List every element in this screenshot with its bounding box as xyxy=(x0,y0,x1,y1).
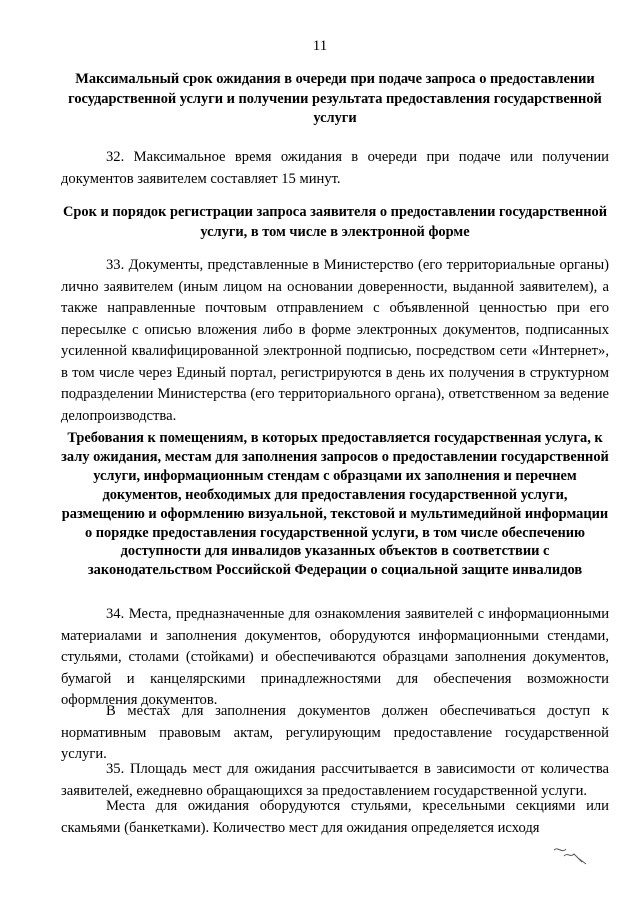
paragraph-35-continued: Места для ожидания оборудуются стульями, кресельными секциями или скамьями (банкетками). Количество мест для ожидания определяется исходя xyxy=(61,798,609,836)
paragraph-35: 35. Площадь мест для ожидания рассчитывается в зависимости от количества заявителей, ежедневно обращающихся за предоставлением государственной услуги. xyxy=(61,761,609,799)
section-heading-registration: Срок и порядок регистрации запроса заявителя о предоставлении государственной услуги, в том числе в электронной форме xyxy=(62,204,608,240)
page-number: 11 xyxy=(312,38,328,54)
section-heading-waiting-time: Максимальный срок ожидания в очереди при подаче запроса о предоставлении государственной услуги и получении результата предоставления государственной услуги xyxy=(68,71,602,126)
section-heading-premises-requirements: Требования к помещениям, в которых предоставляется государственная услуга, к залу ожидания, местам для заполнения запросов о предоставлении государственной услуги, информационным стендам с образцами их заполнения и перечнем документов, необходимых для предоставления государственной услуги, размещению и оформлению визуальной, текстовой и мультимедийной информации о порядке предоставления государственной услуги, в том числе обеспечению доступности для инвалидов указанных объектов в соответствии с законодательством Российской Федерации о социальной защите инвалидов xyxy=(61,430,609,579)
paragraph-33: 33. Документы, представленные в Министерство (его территориальные органы) лично заявителем (иным лицом на основании доверенности, выданной заявителем), а также направленные почтовым отправлением с объявленной ценностью при его пересылке с описью вложения либо в форме электронных документов, подписанных усиленной квалифицированной электронной подписью, посредством сети «Интернет», в том числе через Единый портал, регистрируются в день их получения в структурном подразделении Министерства (его территориального органа), ответственном за ведение делопроизводства. xyxy=(61,257,609,424)
paragraph-34: 34. Места, предназначенные для ознакомления заявителей с информационными материалами и заполнения документов, оборудуются информационными стендами, стульями, столами (стойками) и обеспечиваются образцами заполнения документов, бумагой и канцелярскими принадлежностями для обеспечения возможности оформления документов. xyxy=(61,606,609,708)
paragraph-32: 32. Максимальное время ожидания в очереди при подаче или получении документов заявителем составляет 15 минут. xyxy=(61,149,609,187)
paragraph-34-continued: В местах для заполнения документов должен обеспечиваться доступ к нормативным правовым актам, регулирующим предоставление государственной услуги. xyxy=(61,703,609,762)
initials-signature xyxy=(552,840,588,866)
